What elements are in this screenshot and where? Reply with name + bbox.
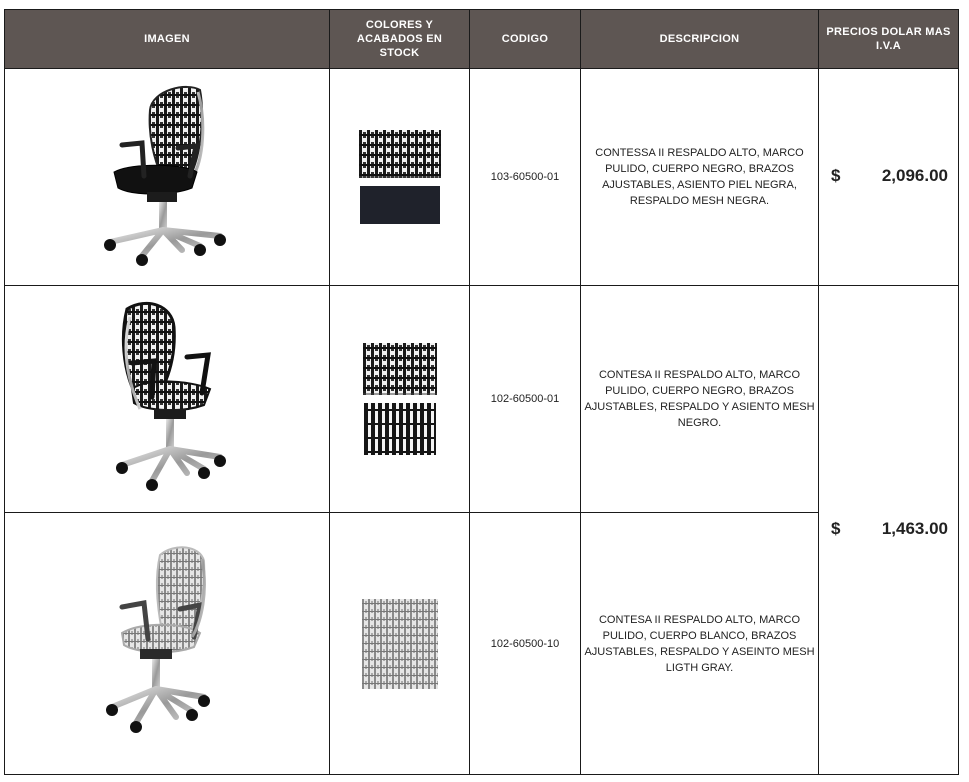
swatches-cell <box>330 513 470 775</box>
price-amount: 1,463.00 <box>881 519 948 538</box>
header-precios <box>819 10 959 69</box>
header-precios-line2: I.V.A <box>876 40 901 52</box>
swatches-cell <box>330 69 470 286</box>
price-cell <box>819 69 959 286</box>
header-colores-line3: STOCK <box>379 47 420 59</box>
product-image-cell <box>5 286 330 513</box>
swatches-cell <box>330 286 470 513</box>
currency-symbol: $ <box>831 166 841 185</box>
header-imagen <box>5 10 330 69</box>
table-row <box>5 69 959 286</box>
product-code: 102-60500-10 <box>470 513 581 775</box>
price-amount: 2,096.00 <box>881 166 948 185</box>
price-table <box>4 9 959 775</box>
black-mesh-swatch <box>363 343 437 395</box>
header-imagen-label: IMAGEN <box>144 33 190 45</box>
office-chair-image <box>92 80 242 270</box>
table-row <box>5 286 959 513</box>
table-row <box>5 513 959 775</box>
product-description: CONTESA II RESPALDO ALTO, MARCO PULIDO, CUERPO NEGRO, BRAZOS AJUSTABLES, RESPALDO Y ASIENTO MESH NEGRO. <box>581 286 819 513</box>
black-mesh-swatch <box>364 403 436 455</box>
black-leather-swatch <box>360 186 440 224</box>
header-descripcion <box>581 10 819 69</box>
price-value <box>819 519 958 541</box>
header-row <box>5 10 959 69</box>
product-image-cell <box>5 69 330 286</box>
price-value <box>819 166 958 188</box>
product-code: 103-60500-01 <box>470 69 581 286</box>
header-precios-line1: PRECIOS DOLAR MAS <box>826 26 951 38</box>
price-cell-shared <box>819 286 959 775</box>
header-codigo-label: CODIGO <box>501 33 549 45</box>
product-description: CONTESSA II RESPALDO ALTO, MARCO PULIDO, CUERPO NEGRO, BRAZOS AJUSTABLES, ASIENTO PIEL NEGRA, RESPALDO MESH NEGRA. <box>581 69 819 286</box>
header-colores-line1: COLORES Y <box>365 19 434 31</box>
light-gray-mesh-swatch <box>362 599 438 689</box>
office-chair-image <box>92 541 242 741</box>
header-colores <box>330 10 470 69</box>
product-description: CONTESA II RESPALDO ALTO, MARCO PULIDO, CUERPO BLANCO, BRAZOS AJUSTABLES, RESPALDO Y ASEINTO MESH LIGTH GRAY. <box>581 513 819 775</box>
header-codigo <box>470 10 581 69</box>
black-mesh-swatch <box>359 130 441 178</box>
office-chair-image <box>92 297 242 497</box>
currency-symbol: $ <box>831 519 841 538</box>
header-descripcion-label: DESCRIPCION <box>659 33 740 45</box>
product-code: 102-60500-01 <box>470 286 581 513</box>
product-image-cell <box>5 513 330 775</box>
header-colores-line2: ACABADOS EN <box>356 33 443 45</box>
